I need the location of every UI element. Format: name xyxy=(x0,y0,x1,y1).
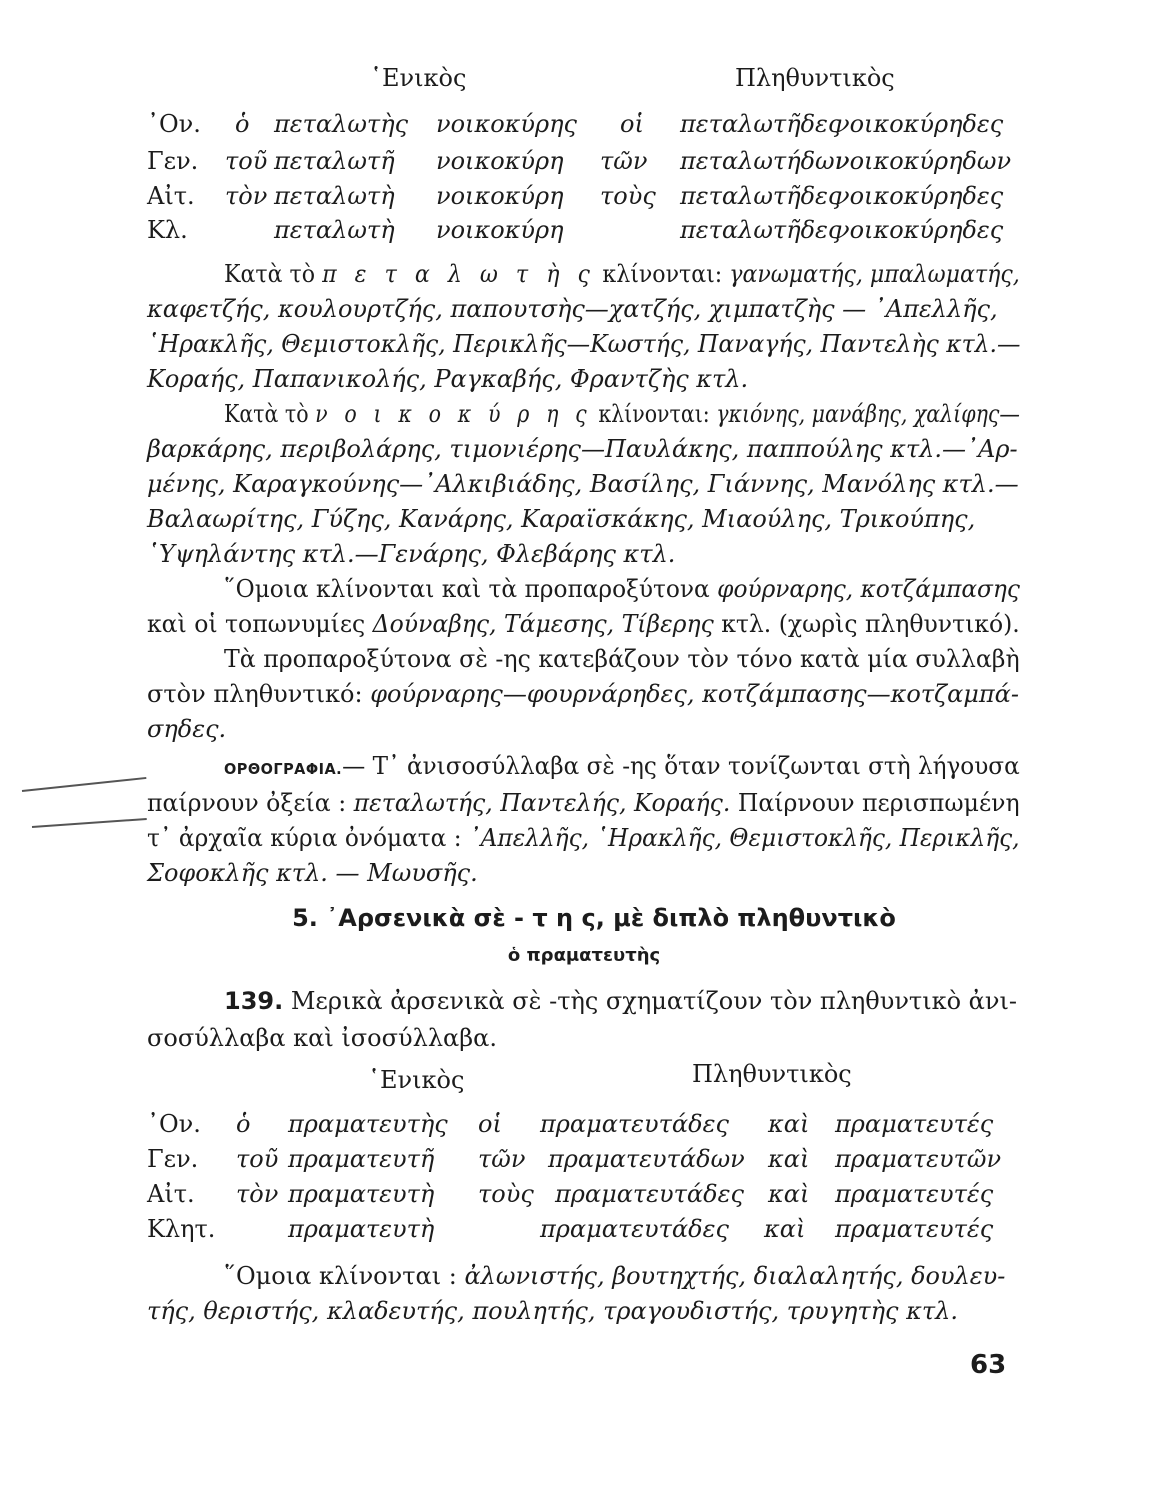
table1-header-plural: Πληθυντικὸς xyxy=(735,64,895,92)
margin-pencil-mark xyxy=(22,777,147,792)
para2-intro: Κατὰ τὸ xyxy=(224,400,309,428)
para1-examples-2: καφετζής, κουλουρτζής, παπουτσὴς—χατζής, χιμπατζὴς — ᾽Απελλῆς, xyxy=(147,295,998,323)
para4-text-2: στὸν πληθυντικό: xyxy=(147,680,363,708)
word-noikokyrides: νοικοκύρηδες xyxy=(835,182,1004,210)
article-singular: τοῦ xyxy=(236,1145,279,1173)
word-petalotides: πεταλωτήδων xyxy=(680,147,850,175)
word-pramateftes: πραματευτές xyxy=(835,1110,994,1138)
word-pramateftades: πραματευτάδες xyxy=(540,1110,729,1138)
conjunction: καὶ xyxy=(768,1110,810,1138)
para7-examples-2: τής, θεριστής, κλαδευτής, πουλητής, τραγουδιστής, τρυγητὴς κτλ. xyxy=(147,1297,958,1325)
para7-text-1: ῞Ομοια κλίνονται : xyxy=(224,1262,457,1290)
article-plural: τοὺς xyxy=(600,182,656,210)
para5-text-1: — Τ᾽ ἀνισοσύλλαβα σὲ -ης ὅταν τονίζωνται στὴ λήγουσα xyxy=(342,752,1020,780)
article-singular: ὁ xyxy=(235,110,250,138)
word-pramateftis: πραματευτὴ xyxy=(288,1215,435,1243)
word-petalotis: πεταλωτὴ xyxy=(274,216,395,244)
orthography-label: ΟΡΘΟΓΡΑΦΙΑ. xyxy=(224,760,343,778)
case-label: Γεν. xyxy=(147,147,199,175)
para3-text-3: κτλ. (χωρὶς πληθυντικό). xyxy=(721,610,1020,638)
word-noikokyrides: νοικοκύρηδων xyxy=(835,147,1012,175)
word-pramateftades: πραματευτάδων xyxy=(548,1145,745,1173)
table2-header-singular: ῾Ενικὸς xyxy=(368,1066,465,1094)
section-heading: 5. ᾽Αρσενικὰ σὲ - τ η ς, μὲ διπλὸ πληθυντικὸ xyxy=(292,904,896,932)
para6-text-2: σοσύλλαβα καὶ ἰσοσύλλαβα. xyxy=(147,1024,497,1052)
para5-text-4: τ᾽ ἀρχαῖα κύρια ὀνόματα : xyxy=(147,824,462,852)
article-singular: ὁ xyxy=(236,1110,251,1138)
table2-header-plural: Πληθυντικὸς xyxy=(692,1060,852,1088)
margin-pencil-mark xyxy=(32,818,147,828)
para5-examples-3: Σοφοκλῆς κτλ. — Μωυσῆς. xyxy=(147,859,478,887)
word-petalotis: πεταλωτῆ xyxy=(274,147,395,175)
para2-examples-1: γκιόνης, μανάβης, χαλίφης— xyxy=(716,400,1020,428)
case-label: Αἰτ. xyxy=(147,182,195,210)
word-pramateftades: πραματευτάδες xyxy=(555,1180,744,1208)
case-label: Αἰτ. xyxy=(147,1180,195,1208)
para3-text-2: καὶ οἱ τοπωνυμίες xyxy=(147,610,366,638)
para2-examples-3: μένης, Καραγκούνης—᾽Αλκιβιάδης, Βασίλης, Γιάννης, Μανόλης κτλ.— xyxy=(147,470,1019,498)
article-plural: τῶν xyxy=(478,1145,526,1173)
word-noikokyrides: νοικοκύρηδες xyxy=(835,216,1004,244)
para2-examples-5: ῾Υψηλάντης κτλ.—Γενάρης, Φλεβάρης κτλ. xyxy=(147,540,676,568)
article-singular: τὸν xyxy=(236,1180,279,1208)
conjunction: καὶ xyxy=(768,1180,810,1208)
article-singular: τοῦ xyxy=(225,147,268,175)
paragraph-number: 139. xyxy=(224,987,284,1015)
case-label: ᾽Ον. xyxy=(147,110,201,138)
word-noikokyris: νοικοκύρη xyxy=(436,182,564,210)
para2-verb: κλίνονται: xyxy=(598,400,710,428)
word-petalotis: πεταλωτὴ xyxy=(274,182,395,210)
word-noikokyris: νοικοκύρη xyxy=(436,147,564,175)
para3-examples-2: Δούναβης, Τάμεσης, Τίβερης xyxy=(372,610,714,638)
article-plural: οἱ xyxy=(620,110,644,138)
para1-intro: Κατὰ τὸ xyxy=(224,260,316,288)
conjunction: καὶ xyxy=(768,1145,810,1173)
para1-verb: κλίνονται: xyxy=(602,260,723,288)
para3-examples-1: φούρναρης, κοτζάμπασης xyxy=(717,575,1020,603)
para1-model-word: π ε τ α λ ω τ ὴ ς xyxy=(322,260,596,288)
word-pramateftis: πραματευτὴ xyxy=(288,1180,435,1208)
case-label: Κλ. xyxy=(147,216,188,244)
article-plural: τῶν xyxy=(600,147,648,175)
case-label: Κλητ. xyxy=(147,1215,216,1243)
para4-examples-2: σηδες. xyxy=(147,715,227,743)
word-pramateftis: πραματευτὴς xyxy=(288,1110,448,1138)
word-noikokyris: νοικοκύρης xyxy=(436,110,577,138)
para6-text-1: Μερικὰ ἀρσενικὰ σὲ -τὴς σχηματίζουν τὸν πληθυντικὸ ἀνι- xyxy=(290,987,1017,1015)
para2-examples-4: Βαλαωρίτης, Γύζης, Κανάρης, Καραϊσκάκης, Μιαούλης, Τρικούπης, xyxy=(147,505,976,533)
para7-examples-1: ἀλωνιστής, βουτηχτής, διαλαλητής, δουλευ- xyxy=(464,1262,1006,1290)
article-plural: τοὺς xyxy=(478,1180,534,1208)
article-singular: τὸν xyxy=(225,182,268,210)
para1-examples-3: ῾Ηρακλῆς, Θεμιστοκλῆς, Περικλῆς—Κωστής, Παναγής, Παντελὴς κτλ.— xyxy=(147,330,1021,358)
word-pramateftades: πραματευτάδες xyxy=(540,1215,729,1243)
word-noikokyrides: νοικοκύρηδες xyxy=(835,110,1004,138)
case-label: Γεν. xyxy=(147,1145,199,1173)
para5-text-2: παίρνουν ὀξεία : xyxy=(147,789,347,817)
para1-examples-1: γανωματής, μπαλωματής, xyxy=(729,260,1020,288)
para4-examples-1: φούρναρης—φουρνάρηδες, κοτζάμπασης—κοτζαμπά- xyxy=(370,680,1019,708)
word-pramateftes: πραματευτές xyxy=(835,1215,994,1243)
para5-examples-2: ᾽Απελλῆς, ῾Ηρακλῆς, Θεμιστοκλῆς, Περικλῆς, xyxy=(468,824,1020,852)
word-noikokyris: νοικοκύρη xyxy=(436,216,564,244)
word-petalotides: πεταλωτῆδες xyxy=(680,216,842,244)
word-petalotides: πεταλωτῆδες xyxy=(680,110,842,138)
para5-text-3: Παίρνουν περισπωμένη xyxy=(737,789,1020,817)
conjunction: καὶ xyxy=(764,1215,806,1243)
para5-examples-1: πεταλωτής, Παντελής, Κοραής. xyxy=(353,789,731,817)
para2-examples-2: βαρκάρης, περιβολάρης, τιμονιέρης—Παυλάκης, παππούλης κτλ.—᾽Αρ- xyxy=(147,435,1018,463)
para2-model-word: ν ο ι κ ο κ ύ ρ η ς xyxy=(315,400,592,428)
para4-text-1: Τὰ προπαροξύτονα σὲ -ης κατεβάζουν τὸν τόνο κατὰ μία συλλαβὴ xyxy=(224,645,1020,673)
word-pramateftes: πραματευτῶν xyxy=(835,1145,1002,1173)
section-subheading: ὁ πραματευτὴς xyxy=(507,945,661,966)
para1-examples-4: Κοραής, Παπανικολής, Ραγκαβής, Φραντζὴς κτλ. xyxy=(147,365,749,393)
para3-text-1: ῞Ομοια κλίνονται καὶ τὰ προπαροξύτονα xyxy=(224,575,710,603)
article-plural: οἱ xyxy=(478,1110,502,1138)
word-pramateftes: πραματευτές xyxy=(835,1180,994,1208)
word-petalotides: πεταλωτῆδες xyxy=(680,182,842,210)
case-label: ᾽Ον. xyxy=(147,1110,201,1138)
table1-header-singular: ῾Ενικὸς xyxy=(370,64,467,92)
word-pramateftis: πραματευτῆ xyxy=(288,1145,435,1173)
word-petalotis: πεταλωτὴς xyxy=(274,110,409,138)
page-number: 63 xyxy=(970,1350,1007,1380)
